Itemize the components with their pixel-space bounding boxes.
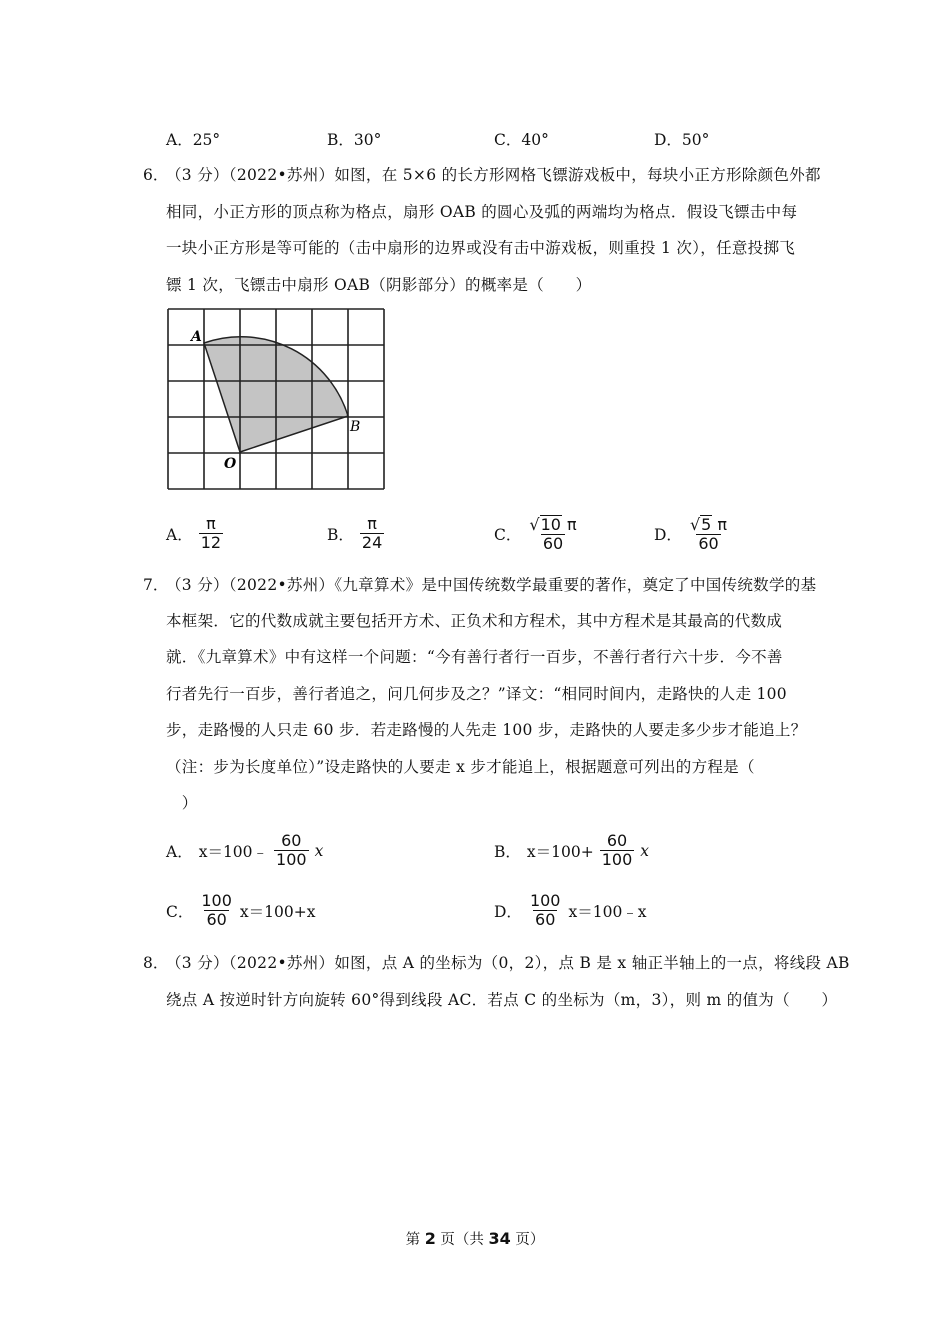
dartboard-grid-figure [160, 300, 400, 500]
q5-option-a: A．25° [166, 131, 221, 149]
q6-text-line: 镖 1 次，飞镖击中扇形 OAB（阴影部分）的概率是（ ） [166, 276, 592, 294]
q6-text-line: （3 分）（2022•苏州）如图，在 5×6 的长方形网格飞镖游戏板中，每块小正方形除颜色外都 [166, 166, 821, 184]
q7-option-a: A． x＝100﹣ $\frac{60}{100}$ x [166, 831, 324, 870]
q7-option-c: C． $\frac{100}{60}$ x＝100+x [166, 891, 316, 930]
q6-number: 6． [143, 166, 169, 184]
q6-option-b: B． $\frac{\pi}{24}$ [327, 514, 383, 553]
label-b: B [350, 419, 361, 435]
q7-option-d: D． $\frac{100}{60}$ x＝100﹣x [494, 891, 647, 930]
current-page-number: 2 [424, 1229, 436, 1248]
q8-text-line: 绕点 A 按逆时针方向旋转 60°得到线段 AC．若点 C 的坐标为（m，3），则 m 的值为（ ） [166, 991, 838, 1009]
q7-number: 7． [143, 576, 169, 594]
q5-option-c: C．40° [494, 131, 549, 149]
q5-option-b: B．30° [327, 131, 382, 149]
q6-option-c: C． √ 10 π 60 [494, 515, 577, 554]
q7-text-line: （注：步为长度单位）”设走路快的人要走 x 步才能追上，根据题意可列出的方程是（ [166, 758, 755, 776]
q6-option-a: A． $\frac{\pi}{12}$ [166, 514, 222, 553]
q7-text-line: 步，走路慢的人只走 60 步．若走路慢的人先走 100 步，走路快的人要走多少步才能追上？ [166, 721, 807, 739]
q7-option-b: B． x＝100+ $\frac{60}{100}$ x [494, 831, 650, 870]
total-page-count: 34 [488, 1229, 511, 1248]
q7-text-line: 行者先行一百步，善行者追之，问几何步及之？”译文：“相同时间内，走路快的人走 100 [166, 685, 787, 703]
q7-text-line: 本框架．它的代数成就主要包括开方术、正负术和方程术，其中方程术是其最高的代数成 [166, 612, 783, 630]
label-o: O [224, 456, 237, 472]
q7-text-line: （3 分）（2022•苏州）《九章算术》是中国传统数学最重要的著作，奠定了中国传统数学的基 [166, 576, 817, 594]
q8-text-line: （3 分）（2022•苏州）如图，点 A 的坐标为（0，2），点 B 是 x 轴正半轴上的一点，将线段 AB [166, 954, 850, 972]
q6-option-d: D． √ 5 π 60 [654, 515, 728, 554]
label-a: A [191, 329, 202, 345]
q6-text-line: 相同，小正方形的顶点称为格点，扇形 OAB 的圆心及弧的两端均为格点．假设飞镖击中每 [166, 203, 798, 221]
q5-option-d: D．50° [654, 131, 710, 149]
page-footer: 第 2 页（共 34 页） [405, 1229, 545, 1248]
q6-text-line: 一块小正方形是等可能的（击中扇形的边界或没有击中游戏板，则重投 1 次），任意投掷飞 [166, 239, 796, 257]
q7-text-line: ） [166, 794, 198, 812]
q7-text-line: 就．《九章算术》中有这样一个问题：“今有善行者行一百步，不善行者行六十步．今不善 [166, 648, 783, 666]
q8-number: 8． [143, 954, 169, 972]
